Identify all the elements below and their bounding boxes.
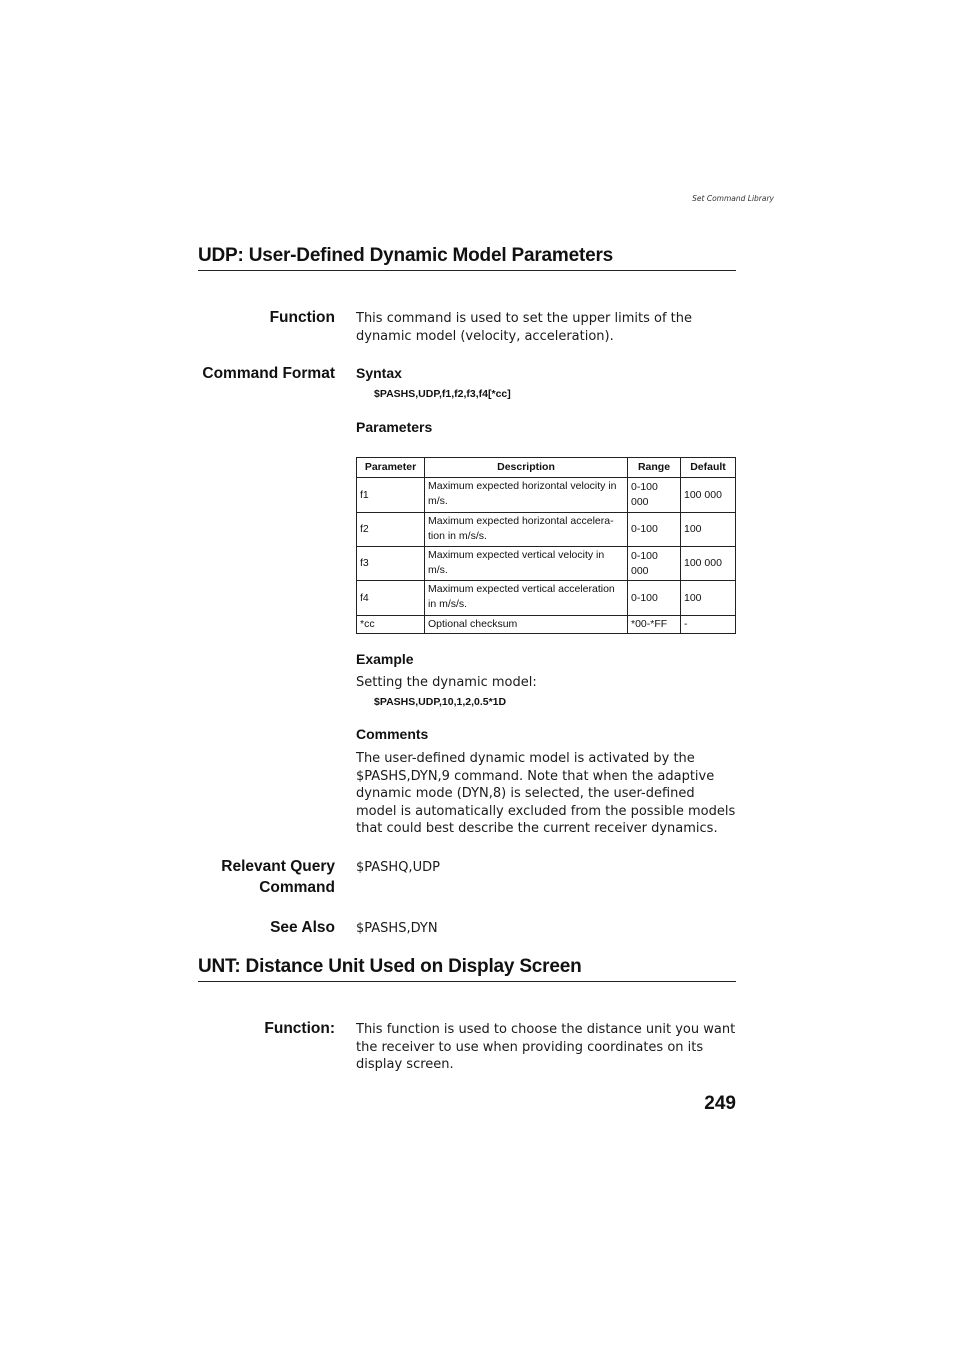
param-cell: f1 [357, 478, 425, 513]
column-header-range: Range [628, 458, 681, 478]
range-cell: 0-100 000 [628, 547, 681, 581]
range-cell: 0-100 [628, 581, 681, 616]
function-text: This command is used to set the upper limits of the dynamic model (velocity, acceleration). [356, 311, 692, 344]
param-cell: f2 [357, 513, 425, 547]
function-label: Function [269, 309, 335, 326]
unt-function-text: This function is used to choose the distance unit you want the receiver to use when providing coordinates on its display screen. [356, 1022, 736, 1072]
comments-text: The user-defined dynamic model is activated by the $PASHS,DYN,9 command. Note that when the adaptive dynamic mode (DYN,8) is selected, the user-defined model is automatically excluded from the possible models that could best describe the current receiver dynamics. [356, 751, 736, 836]
column-header-description: Description [425, 458, 628, 478]
command-format-label: Command Format [202, 365, 335, 382]
parameters-heading: Parameters [356, 419, 433, 435]
table-row [357, 616, 736, 634]
running-head: Set Command Library [692, 194, 774, 203]
syntax-heading: Syntax [356, 365, 402, 381]
table-row [357, 513, 736, 547]
table-header-row [357, 458, 736, 478]
see-also-text: $PASHS,DYN [356, 921, 438, 936]
param-cell: f4 [357, 581, 425, 616]
range-cell: 0-100 [628, 513, 681, 547]
example-text: Setting the dynamic model: [356, 675, 537, 690]
description-cell: Maximum expected vertical acceleration in m/s/s. [425, 581, 628, 616]
default-cell: 100 [681, 513, 736, 547]
param-cell: *cc [357, 616, 425, 634]
table-row [357, 581, 736, 616]
table-row [357, 547, 736, 581]
example-code: $PASHS,UDP,10,1,2,0.5*1D [374, 696, 507, 708]
description-cell: Maximum expected horizontal velocity in m/s. [425, 478, 628, 513]
unt-section-title: UNT: Distance Unit Used on Display Screen [198, 956, 736, 982]
unt-function-label: Function: [264, 1020, 335, 1037]
description-cell: Maximum expected vertical velocity in m/s. [425, 547, 628, 581]
default-cell: - [681, 616, 736, 634]
table-row [357, 478, 736, 513]
range-cell: *00-*FF [628, 616, 681, 634]
column-header-parameter: Parameter [357, 458, 425, 478]
default-cell: 100 000 [681, 478, 736, 513]
relevant-query-label-line2: Command [259, 879, 335, 896]
relevant-query-label [140, 856, 335, 898]
default-cell: 100 [681, 581, 736, 616]
relevant-query-text: $PASHQ,UDP [356, 860, 440, 875]
see-also-label: See Also [270, 919, 335, 936]
relevant-query-label-line1: Relevant Query [221, 858, 335, 875]
syntax-code: $PASHS,UDP,f1,f2,f3,f4[*cc] [374, 388, 511, 400]
default-cell: 100 000 [681, 547, 736, 581]
example-heading: Example [356, 651, 414, 667]
description-cell: Maximum expected horizontal accelera-tion in m/s/s. [425, 513, 628, 547]
range-cell: 0-100 000 [628, 478, 681, 513]
comments-heading: Comments [356, 726, 429, 742]
parameters-table [356, 457, 736, 634]
param-cell: f3 [357, 547, 425, 581]
page-number: 249 [704, 1093, 736, 1114]
column-header-default: Default [681, 458, 736, 478]
udp-section-title: UDP: User-Defined Dynamic Model Parameters [198, 245, 736, 271]
description-cell: Optional checksum [425, 616, 628, 634]
